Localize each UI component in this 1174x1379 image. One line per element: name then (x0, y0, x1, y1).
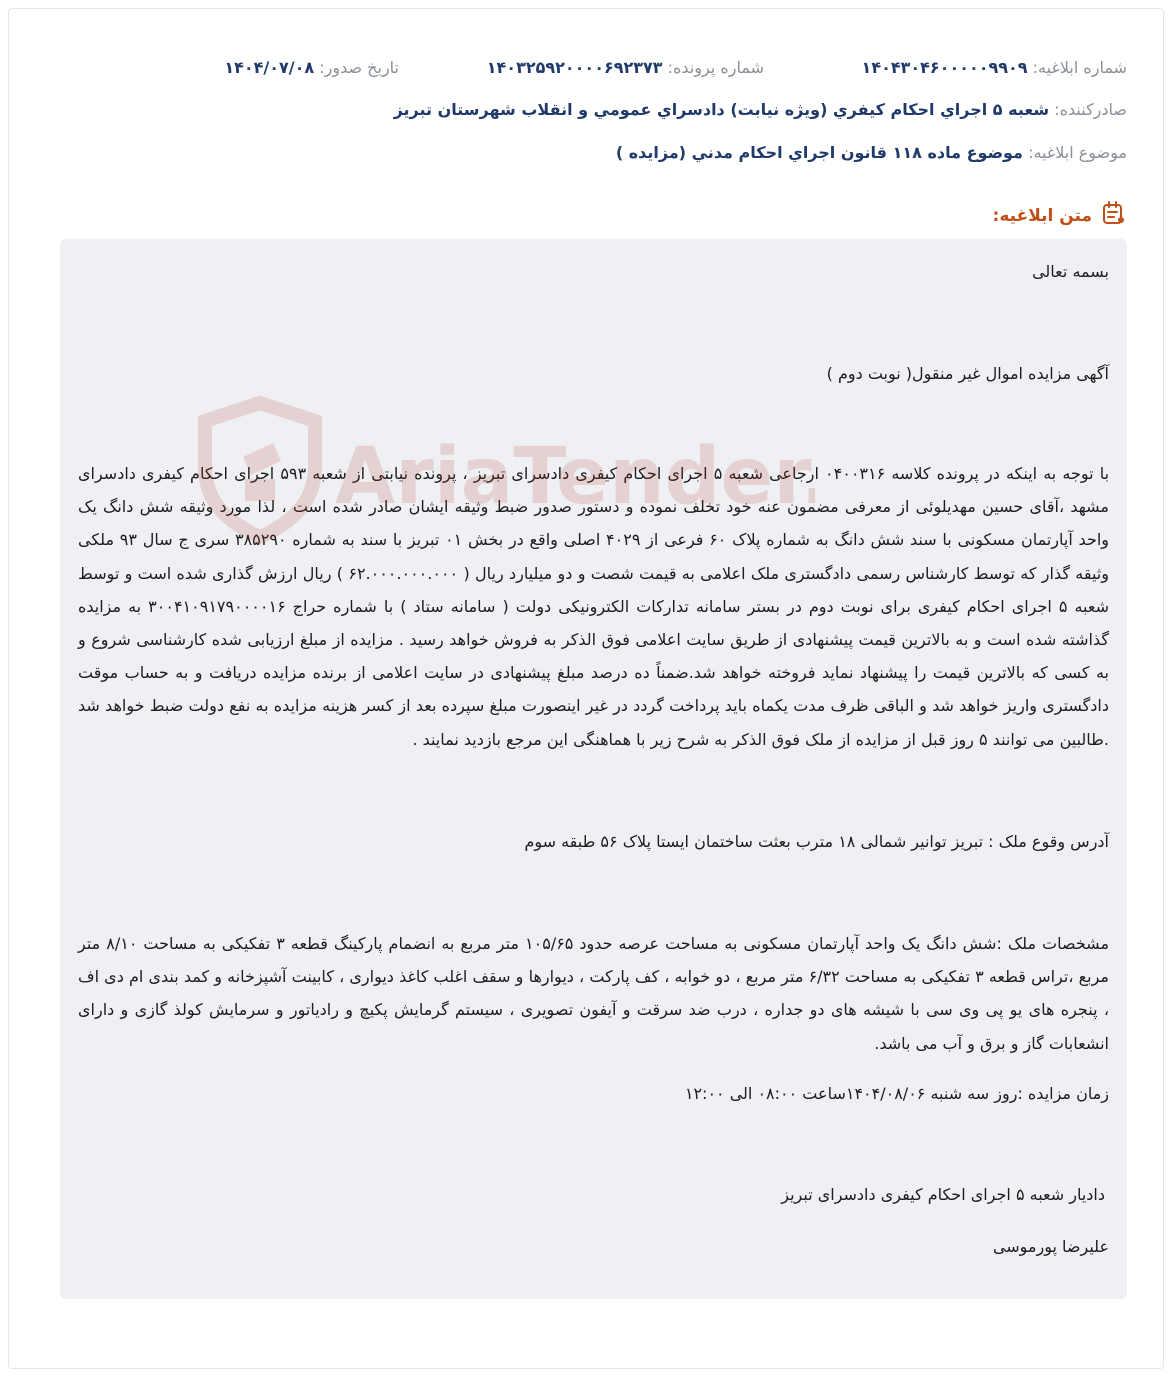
case-number-label: شماره پرونده: (667, 58, 764, 77)
notice-number-label: شماره ابلاغیه: (1032, 58, 1127, 77)
case-number-value: ۱۴۰۳۲۵۹۲۰۰۰۰۶۹۲۳۷۳ (486, 58, 663, 77)
main-paragraph: با توجه به اینکه در پرونده کلاسه ۰۴۰۰۳۱۶ ارجاعی شعبه ۵ اجرای احکام کیفری دادسرای تبریز ، پرونده نیابتی از شعبه ۵۹۳ اجرای احکام کیفری دادسرای مشهد ،آقای حسین مهدیلوئی از معرفی مضمون عنه خود تخلف نموده و دستور صدور ضبط وثیقه ایشان صادر شده است ، لذا مورد وثیقه شش دانگ یک واحد آپارتمان مسکونی با سند شش دانگ به شماره پلاک ۶۰ فرعی از ۴۰۲۹ اصلی واقع در بخش ۰۱ تبریز با سند به شماره ۳۸۵۲۹۰ سری ج سال ۹۳ ملکی وثیقه گذار که توسط کارشناس رسمی دادگستری ملک اعلامی به قیمت شصت و دو میلیارد ریال ( ۶۲.۰۰۰.۰۰۰.۰۰۰ ) ریال ارزش گذاری شده است و توسط شعبه ۵ اجرای احکام کیفری برای نوبت دوم در بستر سامانه تدارکات الکترونیکی دولت ( سامانه ستاد ) با شماره حراج ۳۰۰۴۱۰۹۱۷۹۰۰۰۰۱۶ به مزایده گذاشته شده است و به بالاترین قیمت پیشنهادی از طریق سایت اعلامی فوق الذکر به فروش خواهد رسید . مزایده از مبلغ ارزیابی شده کارشناسی شروع و به کسی که بالاترین قیمت را پیشنهاد نماید فروخته خواهد شد.ضمناً ده درصد مبلغ پیشنهادی در سایت اعلامی از برنده مزایده دریافت و به حساب موقت دادگستری واریز خواهد شد و الباقی ظرف مدت یکماه باید پرداخت گردد در غیر اینصورت مبلغ سپرده بعد از کسر هزینه مزایده به نفع دولت ضبط خواهد شد .طالبین می توانند ۵ روز قبل از مزایده از ملک فوق الذکر به شرح زیر با هماهنگی این مرجع بازدید نمایند . (78, 464, 1110, 749)
case-number (487, 58, 764, 77)
issuer-label: صادرکننده: (1054, 100, 1127, 119)
signer-title: دادیار شعبه ۵ اجرای احکام کیفری دادسرای تبریز (781, 1185, 1105, 1204)
signer-name: علیرضا پورموسی (992, 1237, 1109, 1256)
property-specs: مشخصات ملک :شش دانگ یک واحد آپارتمان مسکونی به مساحت عرصه حدود ۱۰۵/۶۵ متر مربع به انضمام پارکینگ قطعه ۳ تفکیکی به مساحت ۸/۱۰ متر مربع ،تراس قطعه ۳ تفکیکی به مساحت ۶/۳۲ متر مربع ، دو خوابه ، کف پارکت ، دیوارها و سقف اغلب کاغذ دیواری ، کابینت آشپزخانه و کمد بندی ام دی اف ، پنجره های یو پی وی سی با شیشه های دو جداره ، درب ضد سرقت و آیفون تصویری ، سیستم گرمایش پکیچ و رادیاتور و سرمایش کولذ گازی و دارای انشعابات گاز و برق و آب می باشد. (78, 934, 1110, 1053)
notepad-icon (1100, 200, 1126, 231)
subject (616, 143, 1127, 162)
issuer (394, 100, 1127, 119)
notice-number-value: ۱۴۰۴۳۰۴۶۰۰۰۰۰۹۹۰۹ (861, 58, 1028, 77)
notice-text-heading (993, 200, 1126, 231)
issue-date-value: ۱۴۰۴/۰۷/۰۸ (224, 58, 315, 77)
greeting: بسمه تعالی (1032, 262, 1109, 281)
notice-number (862, 58, 1127, 77)
issue-date-label: تاریخ صدور: (319, 58, 399, 77)
notice-content-box (60, 239, 1127, 1299)
property-address: آدرس وقوع ملک : تبریز توانیر شمالی ۱۸ مترب بعثت ساختمان ایستا پلاک ۵۶ طبقه سوم (524, 832, 1109, 851)
issue-date (224, 58, 399, 77)
notice-text-heading-label: متن ابلاغیه: (992, 205, 1092, 226)
subject-value: موضوع ماده ۱۱۸ قانون اجراي احكام مدني (مزايده ) (615, 143, 1023, 162)
issuer-value: شعبه ۵ اجراي احكام كيفري (ويژه نيابت) دادسراي عمومي و انقلاب شهرستان تبريز (393, 100, 1050, 119)
auction-time: زمان مزایده :روز سه شنبه ۱۴۰۴/۰۸/۰۶ساعت ۰۸:۰۰ الی ۱۲:۰۰ (684, 1084, 1109, 1103)
subject-label: موضوع ابلاغیه: (1028, 143, 1127, 162)
notice-title: آگهی مزایده اموال غیر منقول( نوبت دوم ) (826, 364, 1109, 383)
